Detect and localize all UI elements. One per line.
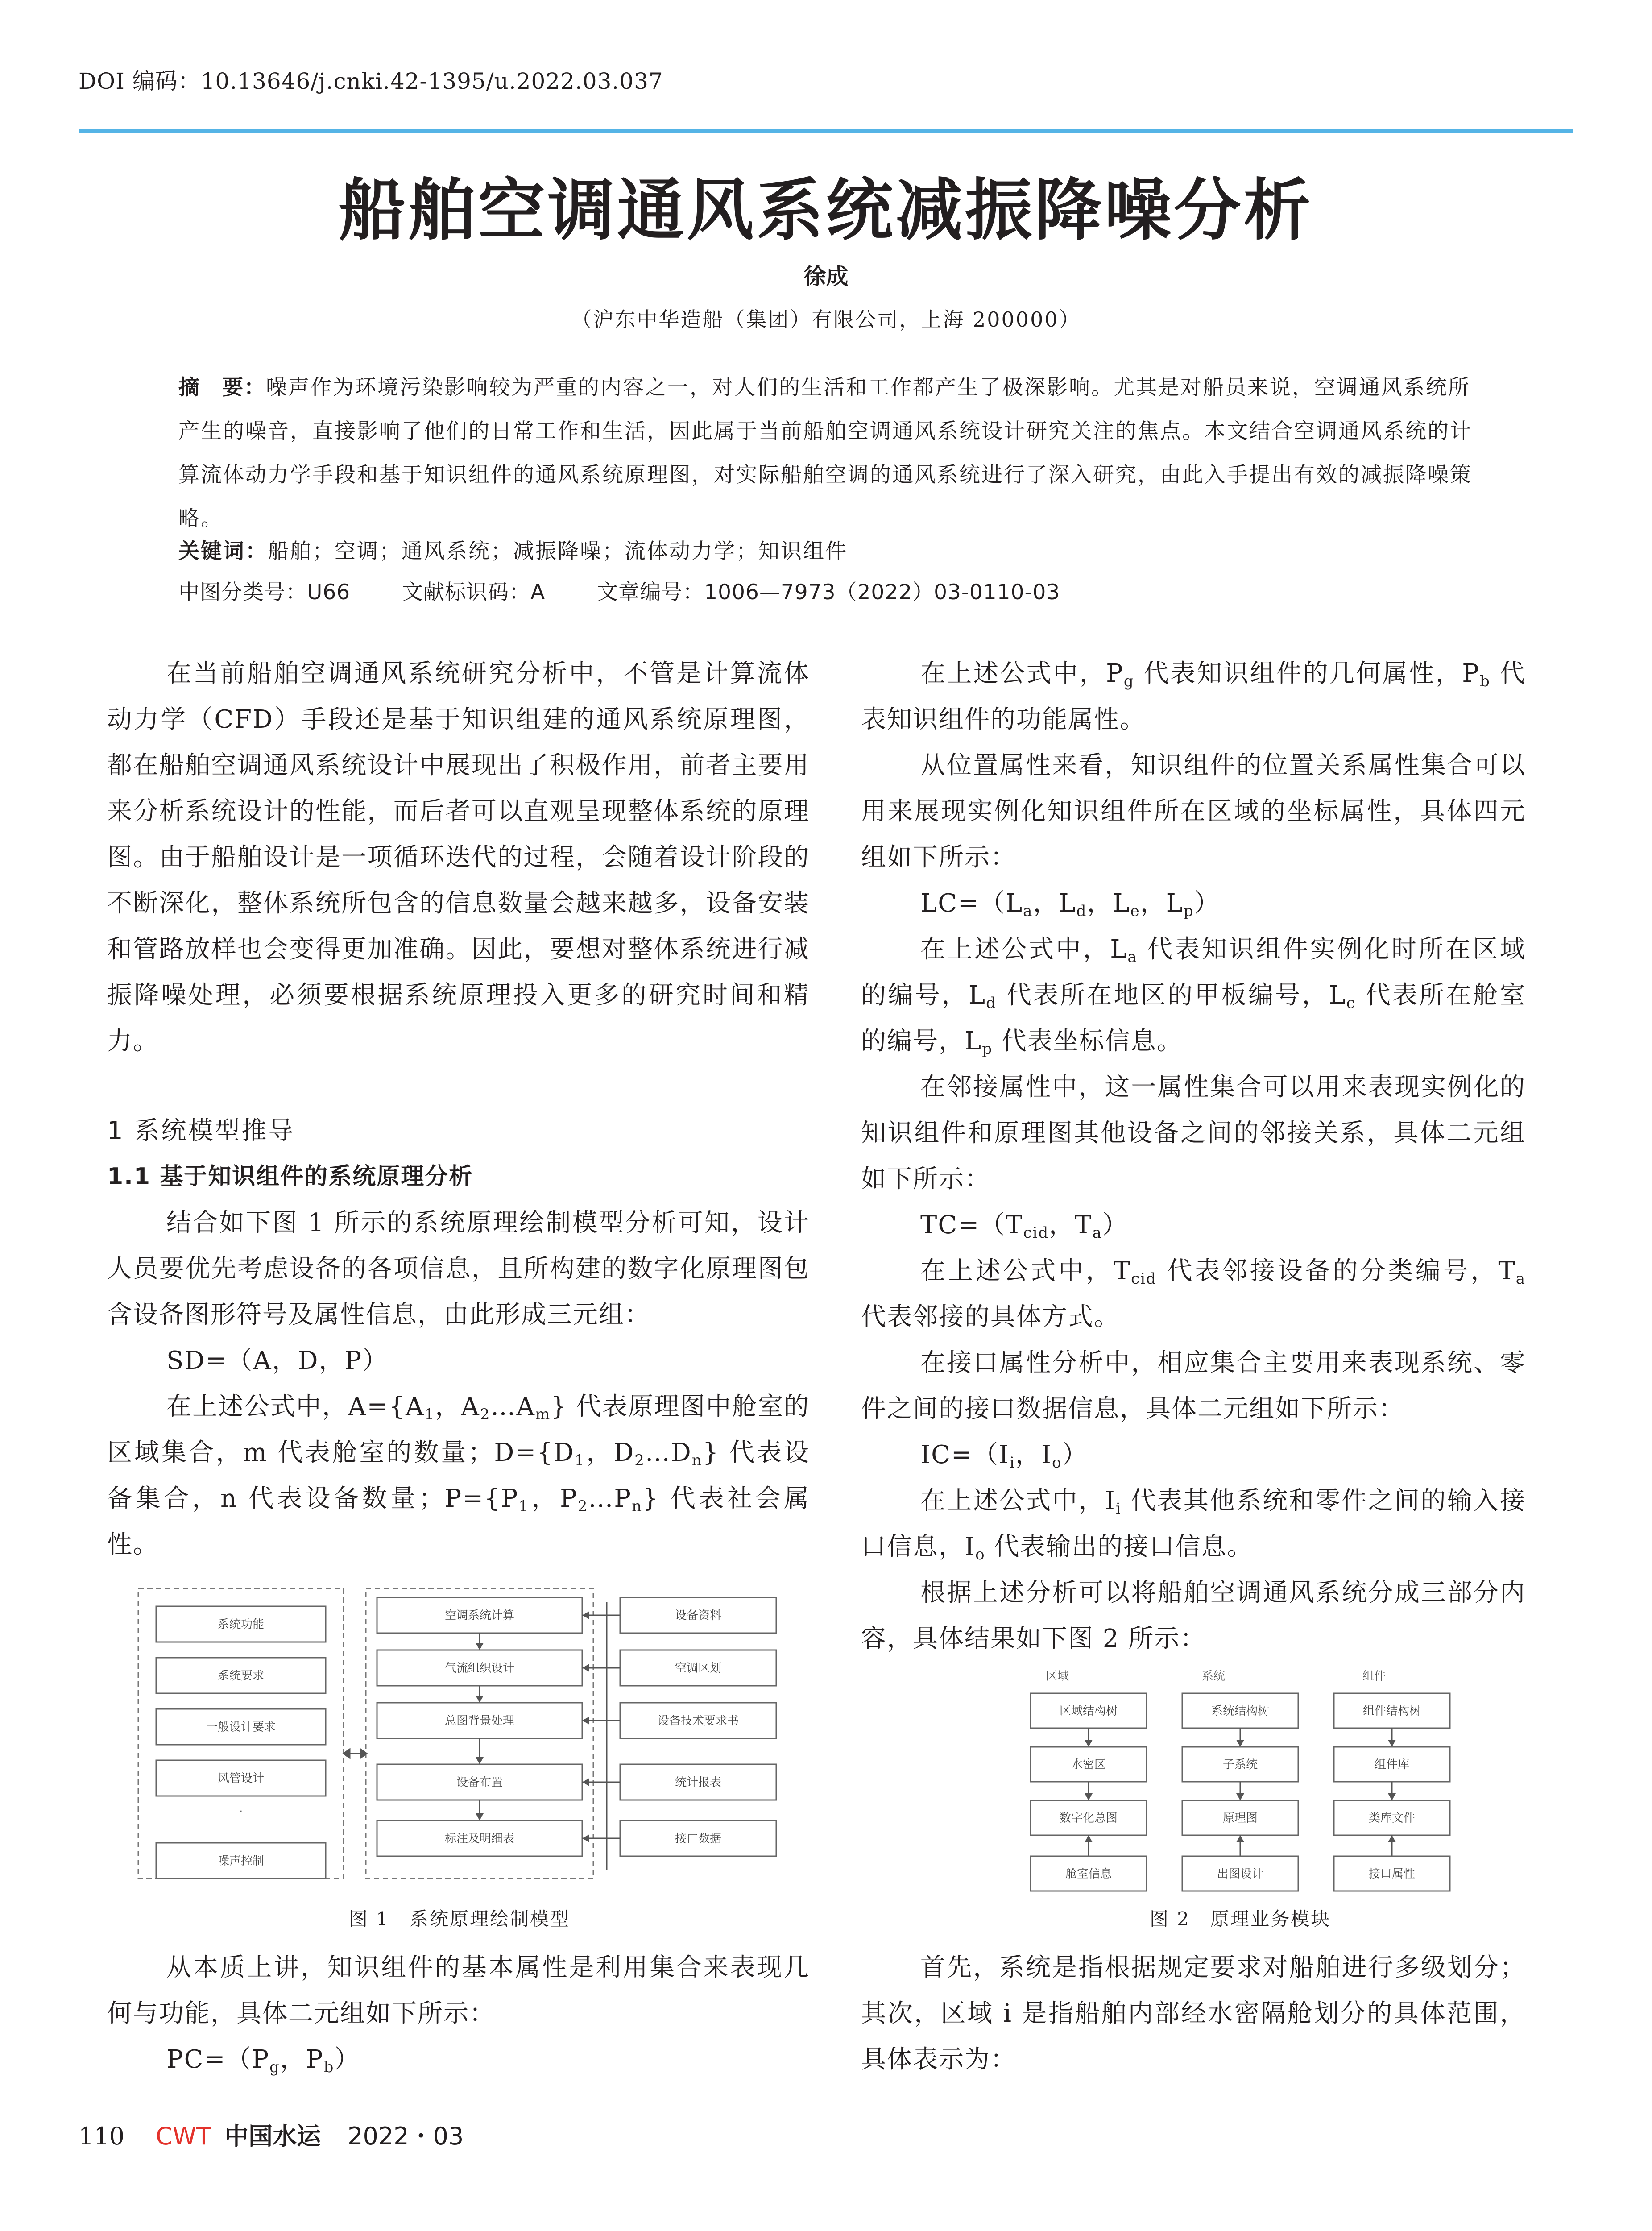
paragraph-interface: 在接口属性分析中，相应集合主要用来表现系统、零件之间的接口数据信息，具体二元组如下所示： — [861, 1348, 1526, 1423]
fig1-right-4-label: 接口数据 — [675, 1832, 722, 1845]
fig1-center-1-label: 气流组织设计 — [444, 1662, 515, 1675]
abstract-label: 摘 要： — [178, 375, 266, 400]
paragraph-fig1-ref: 结合如下图 1 所示的系统原理绘制模型分析可知，设计人员要优先考虑设备的各项信息，且所构建的数字化原理图包含设备图形符号及属性信息，由此形成三元组： — [107, 1208, 810, 1329]
fig2-c2-r1-label: 组件库 — [1374, 1758, 1410, 1771]
arrowhead — [582, 1717, 589, 1725]
formula-tc: $TC=(T_{cid}$，$T_a$） — [920, 1211, 1128, 1242]
fig2-c0-r0-label: 区域结构树 — [1059, 1704, 1118, 1718]
arrowhead — [1085, 1740, 1093, 1747]
arrowhead — [1236, 1835, 1244, 1842]
left-column-bottom — [107, 1945, 810, 2082]
fig1-left-0-label: 系统功能 — [217, 1618, 265, 1631]
paragraph-fig2-ref: 根据上述分析可以将船舶空调通风系统分成三部分内容，具体结果如下图 2 所示： — [861, 1578, 1526, 1653]
fig2-c0-r2-label: 数字化总图 — [1059, 1812, 1118, 1825]
fig1-right-1-label: 空调区划 — [675, 1662, 722, 1675]
fig1-center-2-label: 总图背景处理 — [444, 1714, 515, 1728]
classification-line — [178, 576, 1105, 605]
fig2-c2-r3-label: 接口属性 — [1368, 1867, 1416, 1881]
paragraph-essence: 从本质上讲，知识组件的基本属性是利用集合来表现几何与功能，具体二元组如下所示： — [107, 1953, 810, 2028]
header-rule — [79, 129, 1573, 133]
fig2-content — [1031, 1670, 1450, 1891]
left-column — [107, 651, 810, 1568]
abstract — [178, 366, 1474, 541]
page-footer — [79, 2117, 464, 2152]
paragraph-system-region: 首先，系统是指根据规定要求对船舶进行多级划分；其次，区域 i 是指船舶内部经水密隔舱划分的具体范围，具体表示为： — [861, 1953, 1526, 2074]
fig2-c1-r1-label: 子系统 — [1222, 1758, 1258, 1771]
arrowhead — [582, 1664, 589, 1672]
arrowhead — [1388, 1793, 1396, 1800]
doc-code: 文献标识码：A — [402, 580, 546, 605]
fig2-header-1: 系统 — [1201, 1670, 1226, 1683]
fig2-c1-r3-label: 出图设计 — [1217, 1867, 1264, 1881]
section-1-1-heading: 1.1 基于知识组件的系统原理分析 — [107, 1163, 473, 1190]
fig1-center-4-label: 标注及明细表 — [444, 1832, 515, 1845]
abstract-text: 噪声作为环境污染影响较为严重的内容之一，对人们的生活和工作都产生了极深影响。尤其是对船员来说，空调通风系统所产生的噪音，直接影响了他们的日常工作和生活，因此属于当前船舶空调通风系统设计研究关注的焦点。本文结合空调通风系统的计算流体动力学手段和基于知识组件的通风系统原理图，对实际船舶空调的通风系统进行了深入研究，由此入手提出有效的减振降噪策略。 — [178, 375, 1472, 531]
fig2-header-0: 区域 — [1045, 1670, 1069, 1683]
fig1-left-3-label: 风管设计 — [217, 1772, 265, 1785]
fig1-left-1-label: 系统要求 — [217, 1669, 265, 1683]
keywords — [178, 535, 848, 564]
fig1-left-2-label: 一般设计要求 — [206, 1721, 276, 1734]
right-column-bottom — [861, 1945, 1526, 2082]
fig1-right-2-label: 设备技术要求书 — [657, 1714, 739, 1728]
figure-1-caption: 图 1 系统原理绘制模型 — [348, 1908, 571, 1930]
fig2-header-2: 组件 — [1362, 1670, 1386, 1683]
paragraph-ic-def: 在上述公式中，$I_i$ 代表其他系统和零件之间的输入接口信息，$I_o$ 代表输出的接口信息。 — [861, 1486, 1526, 1563]
figure-2-caption: 图 2 原理业务模块 — [1149, 1908, 1331, 1930]
keywords-label: 关键词： — [178, 539, 268, 564]
clc-code: 中图分类号：U66 — [178, 580, 351, 605]
arrowhead — [1388, 1740, 1396, 1747]
paper-title: 船舶空调通风系统减振降噪分析 — [339, 172, 1313, 249]
paragraph-pg-pb: 在上述公式中，$P_g$ 代表知识组件的几何属性，$P_b$ 代表知识组件的功能属性。 — [861, 659, 1526, 734]
journal-name: 中国水运 — [224, 2122, 321, 2150]
arrowhead — [1085, 1835, 1093, 1842]
arrowhead — [476, 1813, 484, 1820]
arrowhead — [1236, 1793, 1244, 1800]
paragraph-adjacency: 在邻接属性中，这一属性集合可以用来表现实例化的知识组件和原理图其他设备之间的邻接关系，具体二元组如下所示： — [861, 1073, 1526, 1194]
doi-line: DOI 编码：10.13646/j.cnki.42-1395/u.2022.03.037 — [79, 68, 663, 94]
fig2-c2-r2-label: 类库文件 — [1368, 1812, 1416, 1825]
section-1-heading: 1 系统模型推导 — [107, 1116, 295, 1145]
fig2-c1-r2-label: 原理图 — [1222, 1812, 1258, 1825]
fig1-ellipsis: · — [239, 1804, 243, 1820]
figure-2-diagram — [1013, 1664, 1468, 1901]
arrowhead — [476, 1643, 484, 1650]
arrowhead — [582, 1611, 589, 1619]
paragraph-tc-def: 在上述公式中，$T_{cid}$ 代表邻接设备的分类编号，$T_a$ 代表邻接的具体方式。 — [861, 1256, 1526, 1331]
fig2-c0-r3-label: 舱室信息 — [1065, 1867, 1112, 1881]
keywords-text: 船舶；空调；通风系统；减振降噪；流体动力学；知识组件 — [268, 539, 848, 564]
intro-paragraph: 在当前船舶空调通风系统研究分析中，不管是计算流体动力学（CFD）手段还是基于知识组建的通风系统原理图，都在船舶空调通风系统设计中展现出了积极作用，前者主要用来分析系统设计的性能，而后者可以直观呈现整体系统的原理图。由于船舶设计是一项循环迭代的过程，会随着设计阶段的不断深化，整体系统所包含的信息数量会越来越多，设备安装和管路放样也会变得更加准确。因此，要想对整体系统进行减振降噪处理，必须要根据系统原理投入更多的研究时间和精力。 — [107, 659, 810, 1056]
fig1-center-boxes — [377, 1597, 582, 1856]
arrowhead — [582, 1778, 589, 1786]
paragraph-position: 从位置属性来看，知识组件的位置关系属性集合可以用来展现实例化知识组件所在区域的坐标属性，具体四元组如下所示： — [861, 751, 1526, 872]
fig2-c2-r0-label: 组件结构树 — [1362, 1704, 1421, 1718]
formula-ic: $IC=(I_i$，$I_o$） — [920, 1440, 1088, 1472]
fig1-right-boxes — [582, 1597, 776, 1856]
fig1-left-4-label: 噪声控制 — [217, 1854, 265, 1868]
arrowhead — [476, 1696, 484, 1703]
figure-1-diagram — [134, 1584, 785, 1883]
affiliation: （沪东中华造船（集团）有限公司，上海 200000） — [571, 307, 1081, 332]
arrowhead — [1236, 1740, 1244, 1747]
formula-lc: $LC=(L_a$，$L_d$，$L_e$，$L_p$） — [920, 889, 1220, 920]
author: 徐成 — [803, 264, 849, 290]
paragraph-lc-def: 在上述公式中，$L_a$ 代表知识组件实例化时所在区域的编号，$L_d$ 代表所在地区的甲板编号，$L_c$ 代表所在舱室的编号，$L_p$ 代表坐标信息。 — [861, 935, 1526, 1058]
fig2-c1-r0-label: 系统结构树 — [1211, 1704, 1270, 1718]
formula-sd: SD=（A，D，P） — [166, 1346, 389, 1375]
arrowhead — [476, 1757, 484, 1764]
fig1-center-0-label: 空调系统计算 — [444, 1609, 515, 1622]
formula-pc: $PC=(P_g$，$P_b$） — [166, 2045, 360, 2076]
article-number: 文章编号：1006—7973（2022）03-0110-03 — [597, 580, 1060, 605]
page-number: 110 — [79, 2122, 125, 2150]
right-column — [861, 651, 1526, 1662]
fig1-left-boxes — [156, 1606, 326, 1879]
paragraph-sets: 在上述公式中，$A=\{A_1$，$A_2\dots A_m$} 代表原理图中舱室的区域集合，m 代表舱室的数量；$D=\{D_1$，$D_2\dots D_n$} 代表设备集合，n 代表设备数量；$P=\{P_1$，$P_2\dots P_n$} 代表社会属性。 — [107, 1392, 810, 1559]
arrowhead — [582, 1834, 589, 1842]
issue: 2022・03 — [348, 2122, 464, 2150]
fig2-c0-r1-label: 水密区 — [1071, 1758, 1106, 1771]
fig1-center-3-label: 设备布置 — [456, 1776, 503, 1789]
arrowhead — [1085, 1793, 1093, 1800]
brand-logo-text: CWT — [156, 2122, 211, 2150]
fig1-right-0-label: 设备资料 — [675, 1609, 722, 1622]
fig1-right-3-label: 统计报表 — [675, 1776, 722, 1789]
arrowhead — [1388, 1835, 1396, 1842]
